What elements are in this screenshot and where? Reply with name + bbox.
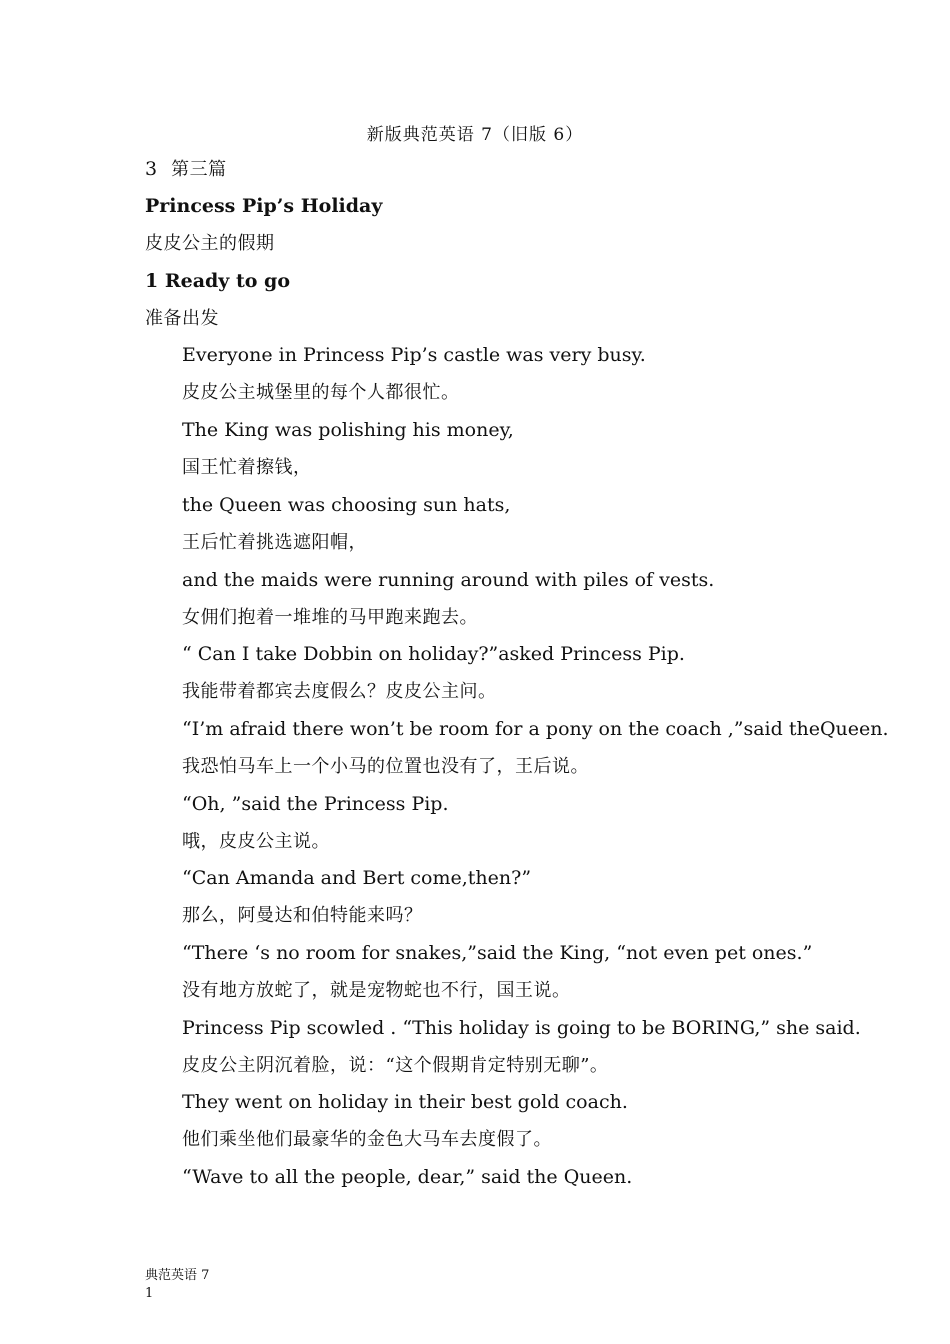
text-line-cn: 那么，阿曼达和伯特能来吗？ — [182, 905, 423, 926]
section-heading — [145, 156, 227, 183]
chapter-title-cn: 准备出发 — [145, 308, 219, 329]
text-line-en: “I’m afraid there won’t be room for a pony on the coach ,”said theQueen. — [182, 718, 889, 740]
section-label: 第三篇 — [171, 159, 227, 180]
text-line-en: “Can Amanda and Bert come,then?” — [182, 867, 532, 889]
text-line-en: Princess Pip scowled . “This holiday is going to be BORING,” she said. — [182, 1017, 861, 1039]
text-line-cn: 皮皮公主阴沉着脸，说：“这个假期肯定特别无聊”。 — [182, 1055, 609, 1076]
text-line-en: the Queen was choosing sun hats, — [182, 494, 511, 516]
page-number: 1 — [145, 1286, 154, 1301]
text-line-cn: 没有地方放蛇了，就是宠物蛇也不行，国王说。 — [182, 980, 571, 1001]
book-title-en: Princess Pip’s Holiday — [145, 195, 383, 217]
text-line-en: The King was polishing his money, — [182, 419, 514, 441]
text-line-en: “Oh, ”said the Princess Pip. — [182, 793, 449, 815]
text-line-cn: 女佣们抱着一堆堆的马甲跑来跑去。 — [182, 607, 478, 628]
text-line-cn: 王后忙着挑选遮阳帽， — [182, 532, 367, 553]
book-title-cn: 皮皮公主的假期 — [145, 233, 275, 254]
text-line-cn: 哦，皮皮公主说。 — [182, 831, 330, 852]
text-line-cn: 我恐怕马车上一个小马的位置也没有了，王后说。 — [182, 756, 589, 777]
text-line-en: Everyone in Princess Pip’s castle was very busy. — [182, 344, 646, 366]
section-number: 3 — [145, 158, 158, 180]
text-line-en: “There ‘s no room for snakes,”said the King, “not even pet ones.” — [182, 942, 813, 964]
text-line-cn: 皮皮公主城堡里的每个人都很忙。 — [182, 382, 460, 403]
text-line-en: “ Can I take Dobbin on holiday?”asked Princess Pip. — [182, 643, 685, 665]
footer-label: 典范英语 7 — [145, 1268, 210, 1283]
text-line-cn: 他们乘坐他们最豪华的金色大马车去度假了。 — [182, 1129, 552, 1150]
text-line-en: “Wave to all the people, dear,” said the Queen. — [182, 1166, 633, 1188]
document-title: 新版典范英语 7（旧版 6） — [366, 125, 584, 145]
chapter-title-en: 1 Ready to go — [145, 270, 290, 292]
text-line-en: They went on holiday in their best gold coach. — [182, 1091, 628, 1113]
text-line-cn: 我能带着都宾去度假么？皮皮公主问。 — [182, 681, 497, 702]
text-line-cn: 国王忙着擦钱， — [182, 457, 312, 478]
text-line-en: and the maids were running around with piles of vests. — [182, 569, 715, 591]
